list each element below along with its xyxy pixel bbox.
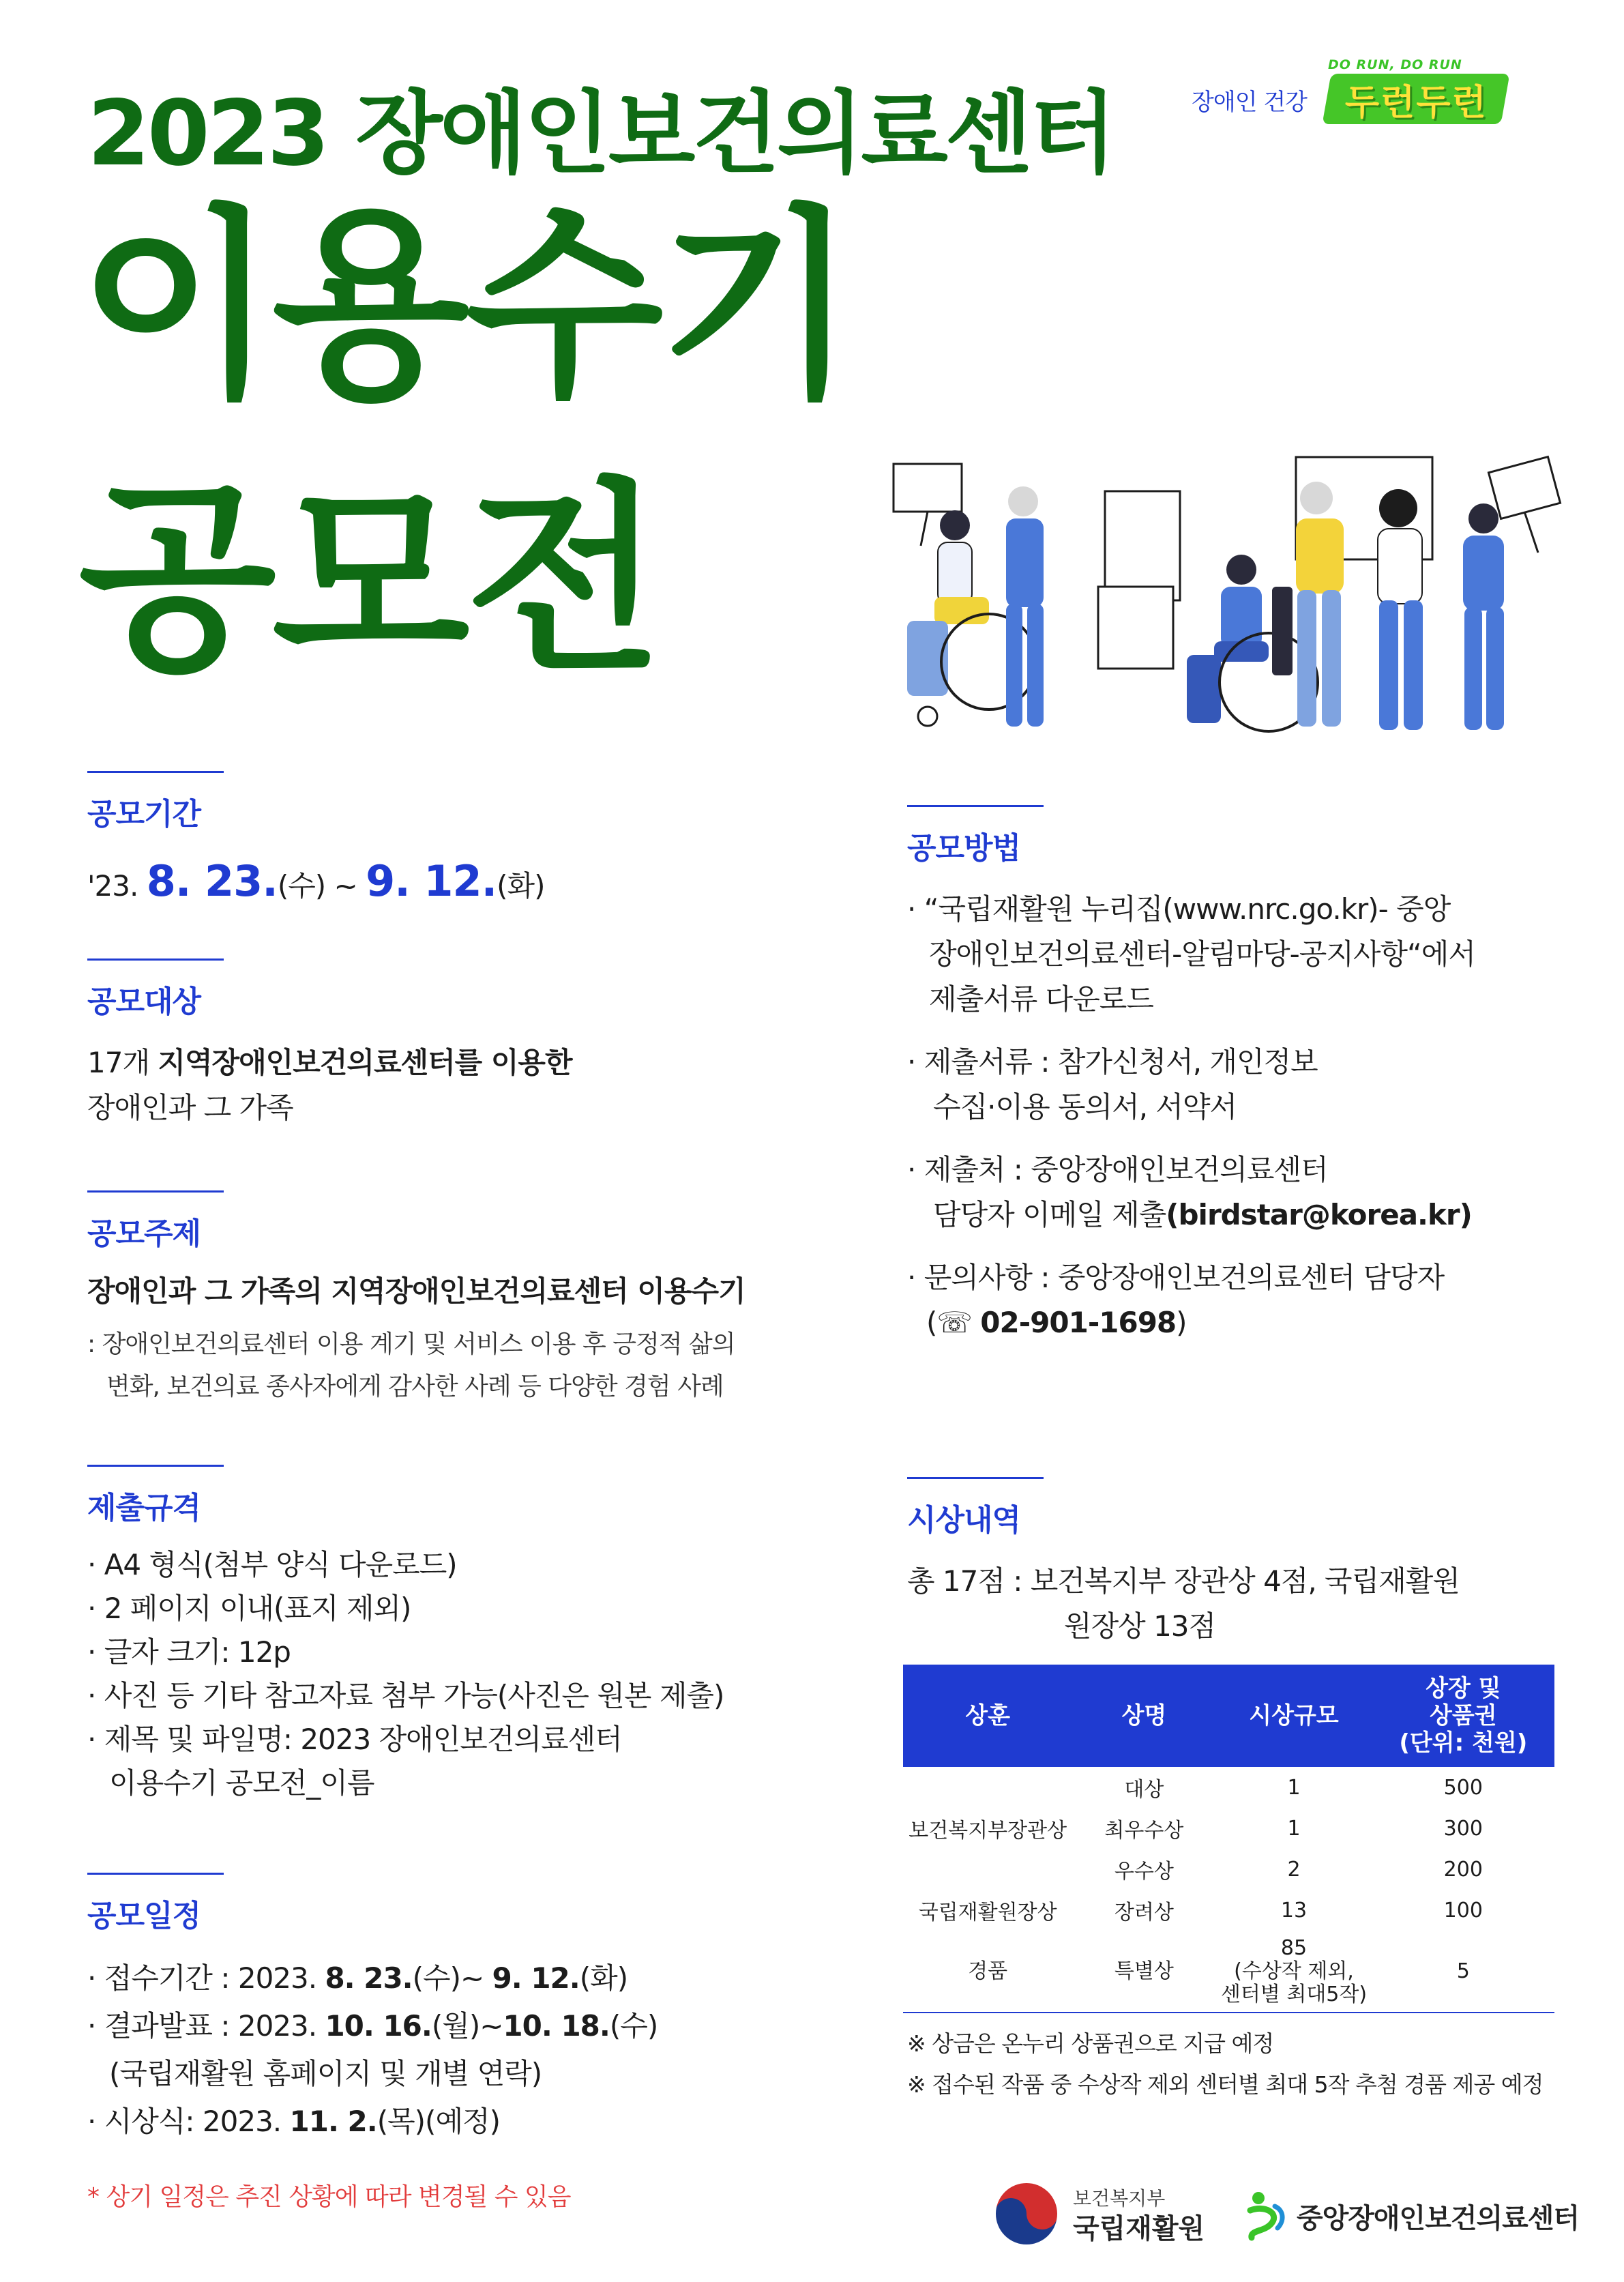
table-cell: 85 (수상작 제외, 센터별 최대5작)	[1215, 1931, 1372, 2013]
awards-summary	[907, 1559, 1460, 1649]
phone-number: 02-901-1698	[980, 1306, 1177, 1339]
awards-summary-1: 총 17점 : 보건복지부 장관상 4점, 국립재활원	[907, 1564, 1460, 1598]
period-start-day: (수) ~	[277, 869, 357, 903]
schedule-day: (수)	[609, 2009, 658, 2043]
brand-logo	[1322, 74, 1509, 124]
schedule-label: · 접수기간 : 2023.	[87, 1961, 325, 1995]
awards-summary-2: 원장상 13점	[1064, 1609, 1216, 1643]
awards-table	[903, 1665, 1554, 2013]
org1-line-1: 보건복지부	[1073, 2187, 1166, 2210]
section-target	[87, 959, 224, 1021]
brand-tagline: DO RUN, DO RUN	[1328, 57, 1462, 72]
table-row	[903, 1890, 1554, 1931]
table-cell: 1	[1287, 1816, 1301, 1841]
method-item	[907, 1193, 1475, 1238]
mohw-nrc-text	[1073, 2184, 1205, 2244]
rules-item: · 사진 등 기타 참고자료 첨부 가능(사진은 원본 제출)	[87, 1679, 724, 1712]
period-year: '23.	[87, 869, 138, 903]
table-cell: 500	[1443, 1775, 1483, 1800]
theme-desc-2: 변화, 보건의료 종사자에게 감사한 사례 등 다양한 경험 사례	[106, 1373, 724, 1401]
method-item: 제출서류 다운로드	[929, 982, 1153, 1016]
theme-desc-1: : 장애인보건의료센터 이용 계기 및 서비스 이용 후 긍정적 삶의	[87, 1330, 735, 1358]
section-rule	[87, 771, 224, 773]
section-theme	[87, 1190, 224, 1253]
section-heading-period: 공모기간	[87, 797, 201, 832]
theme-main: 장애인과 그 가족의 지역장애인보건의료센터 이용수기	[87, 1274, 745, 1308]
section-rule	[907, 805, 1044, 807]
schedule-item-receive	[87, 1955, 658, 2002]
person-standing-1	[1006, 486, 1044, 727]
table-row	[903, 1767, 1554, 1808]
section-heading-rules: 제출규격	[87, 1491, 201, 1525]
central-center-logo	[1245, 2190, 1579, 2242]
target-bold: 지역장애인보건의료센터를 이용한	[158, 1046, 572, 1079]
section-heading-awards: 시상내역	[907, 1503, 1021, 1538]
target-line-2: 장애인과 그 가족	[87, 1091, 293, 1124]
period-text	[87, 854, 545, 913]
section-awards	[907, 1477, 1044, 1539]
schedule-day: (목)(예정)	[377, 2105, 500, 2138]
rules-list	[87, 1543, 724, 1805]
period-end-day: (화)	[497, 869, 545, 903]
schedule-item-ceremony	[87, 2098, 658, 2146]
table-cell: 200	[1443, 1857, 1483, 1882]
section-rule	[87, 1190, 224, 1193]
table-cell: 경품	[903, 1931, 1072, 2013]
section-method	[907, 805, 1044, 867]
method-item: · 제출서류 : 참가신청서, 개인정보	[907, 1045, 1318, 1079]
method-email-label: 담당자 이메일 제출	[933, 1198, 1166, 1231]
taegeuk-icon	[992, 2180, 1061, 2248]
schedule-date: 11. 2.	[289, 2105, 377, 2138]
schedule-label: · 시상식: 2023.	[87, 2105, 290, 2138]
method-item: · 제출처 : 중앙장애인보건의료센터	[907, 1153, 1328, 1186]
awards-note-1: ※ 상금은 온누리 상품권으로 지급 예정	[907, 2030, 1274, 2057]
target-count: 17개	[87, 1046, 158, 1079]
brand-logo-text: 두런두런	[1344, 82, 1488, 123]
table-cell: 국립재활원장상	[918, 1901, 1057, 1925]
center-symbol-icon	[1245, 2190, 1290, 2242]
table-header: 시상규모	[1215, 1665, 1372, 1767]
table-header-row	[903, 1665, 1554, 1767]
method-item: · 문의사항 : 중앙장애인보건의료센터 담당자	[907, 1261, 1445, 1294]
rules-item: · A4 형식(첨부 양식 다운로드)	[87, 1548, 457, 1581]
section-heading-method: 공모방법	[907, 831, 1021, 866]
paren: )	[1176, 1306, 1187, 1339]
method-item: 수집·이용 동의서, 서약서	[933, 1090, 1237, 1124]
title-line-1: 2023 장애인보건의료센터	[87, 81, 1114, 186]
brand-logo-group	[1192, 53, 1574, 135]
table-cell: 보건복지부장관상	[909, 1819, 1067, 1843]
title-line-2: 이용수기	[78, 188, 853, 426]
table-row	[903, 1808, 1554, 1849]
schedule-result-note: (국립재활원 홈페이지 및 개별 연락)	[109, 2057, 542, 2090]
method-email: (birdstar@korea.kr)	[1166, 1198, 1472, 1231]
schedule-item-result	[87, 2002, 658, 2050]
rules-item: · 2 페이지 이내(표지 제외)	[87, 1592, 411, 1625]
section-heading-schedule: 공모일정	[87, 1899, 201, 1933]
people-with-signs-illustration	[873, 450, 1582, 750]
table-row	[903, 1931, 1554, 2013]
schedule-date: 10. 16.	[325, 2009, 432, 2043]
awards-note-2: ※ 접수된 작품 중 수상작 제외 센터별 최대 5작 추첨 경품 제공 예정	[907, 2071, 1544, 2098]
theme-desc	[87, 1323, 735, 1408]
section-rule	[87, 1465, 224, 1467]
rules-item: · 제목 및 파일명: 2023 장애인보건의료센터	[87, 1723, 622, 1756]
table-cell	[903, 1767, 1072, 1808]
table-cell: 대상	[1124, 1778, 1164, 1802]
method-list	[907, 887, 1475, 1345]
table-header: 상명	[1072, 1665, 1215, 1767]
table-cell: 5	[1372, 1931, 1554, 2013]
rules-item: 이용수기 공모전_이름	[109, 1766, 374, 1800]
target-line-1	[87, 1040, 572, 1085]
section-rule	[87, 1873, 224, 1875]
table-row	[903, 1849, 1554, 1890]
section-period	[87, 771, 224, 833]
paren: (	[926, 1306, 937, 1339]
schedule-date: 8. 23.	[325, 1961, 413, 1995]
person-standing-4	[1463, 503, 1504, 730]
table-header: 상장 및 상품권 (단위: 천원)	[1372, 1665, 1554, 1767]
section-heading-theme: 공모주제	[87, 1216, 201, 1251]
schedule-change-note: * 상기 일정은 추진 상황에 따라 변경될 수 있음	[87, 2183, 571, 2211]
brand-prefix: 장애인 건강	[1192, 89, 1308, 116]
table-cell: 우수상	[1114, 1860, 1174, 1884]
table-cell: 1	[1287, 1775, 1301, 1800]
table-header: 상훈	[903, 1665, 1072, 1767]
table-cell	[903, 1849, 1072, 1890]
period-end: 9. 12.	[366, 856, 497, 906]
table-cell: 13	[1280, 1898, 1308, 1922]
period-start: 8. 23.	[146, 856, 278, 906]
schedule-list	[87, 1955, 658, 2146]
section-schedule	[87, 1873, 224, 1935]
phone-icon: ☏	[936, 1306, 972, 1339]
org1-line-2: 국립재활원	[1073, 2213, 1205, 2244]
schedule-day: (수)~	[412, 1961, 492, 1995]
org2-name: 중앙장애인보건의료센터	[1297, 2202, 1580, 2234]
table-cell: 최우수상	[1104, 1819, 1184, 1843]
table-cell: 장려상	[1114, 1901, 1174, 1925]
method-phone	[907, 1300, 1475, 1345]
rules-item: · 글자 크기: 12p	[87, 1635, 291, 1669]
title-line-3: 공모전	[78, 460, 660, 699]
table-cell: 2	[1287, 1857, 1301, 1882]
section-rule	[907, 1477, 1044, 1479]
table-cell: 100	[1443, 1898, 1483, 1922]
schedule-label: · 결과발표 : 2023.	[87, 2009, 325, 2043]
method-item: · “국립재활원 누리집(www.nrc.go.kr)- 중앙	[907, 892, 1451, 926]
target-text	[87, 1040, 572, 1130]
table-cell: 특별상	[1072, 1931, 1215, 2013]
table-cell: 300	[1443, 1816, 1483, 1841]
section-heading-target: 공모대상	[87, 984, 201, 1019]
section-rules	[87, 1465, 224, 1527]
schedule-date: 10. 18.	[503, 2009, 610, 2043]
schedule-day: (월)~	[431, 2009, 503, 2043]
schedule-day: (화)	[579, 1961, 628, 1995]
section-rule	[87, 959, 224, 961]
mohw-nrc-logo	[992, 2180, 1205, 2248]
method-item: 장애인보건의료센터-알림마당-공지사항“에서	[929, 937, 1475, 971]
schedule-date: 9. 12.	[492, 1961, 580, 1995]
